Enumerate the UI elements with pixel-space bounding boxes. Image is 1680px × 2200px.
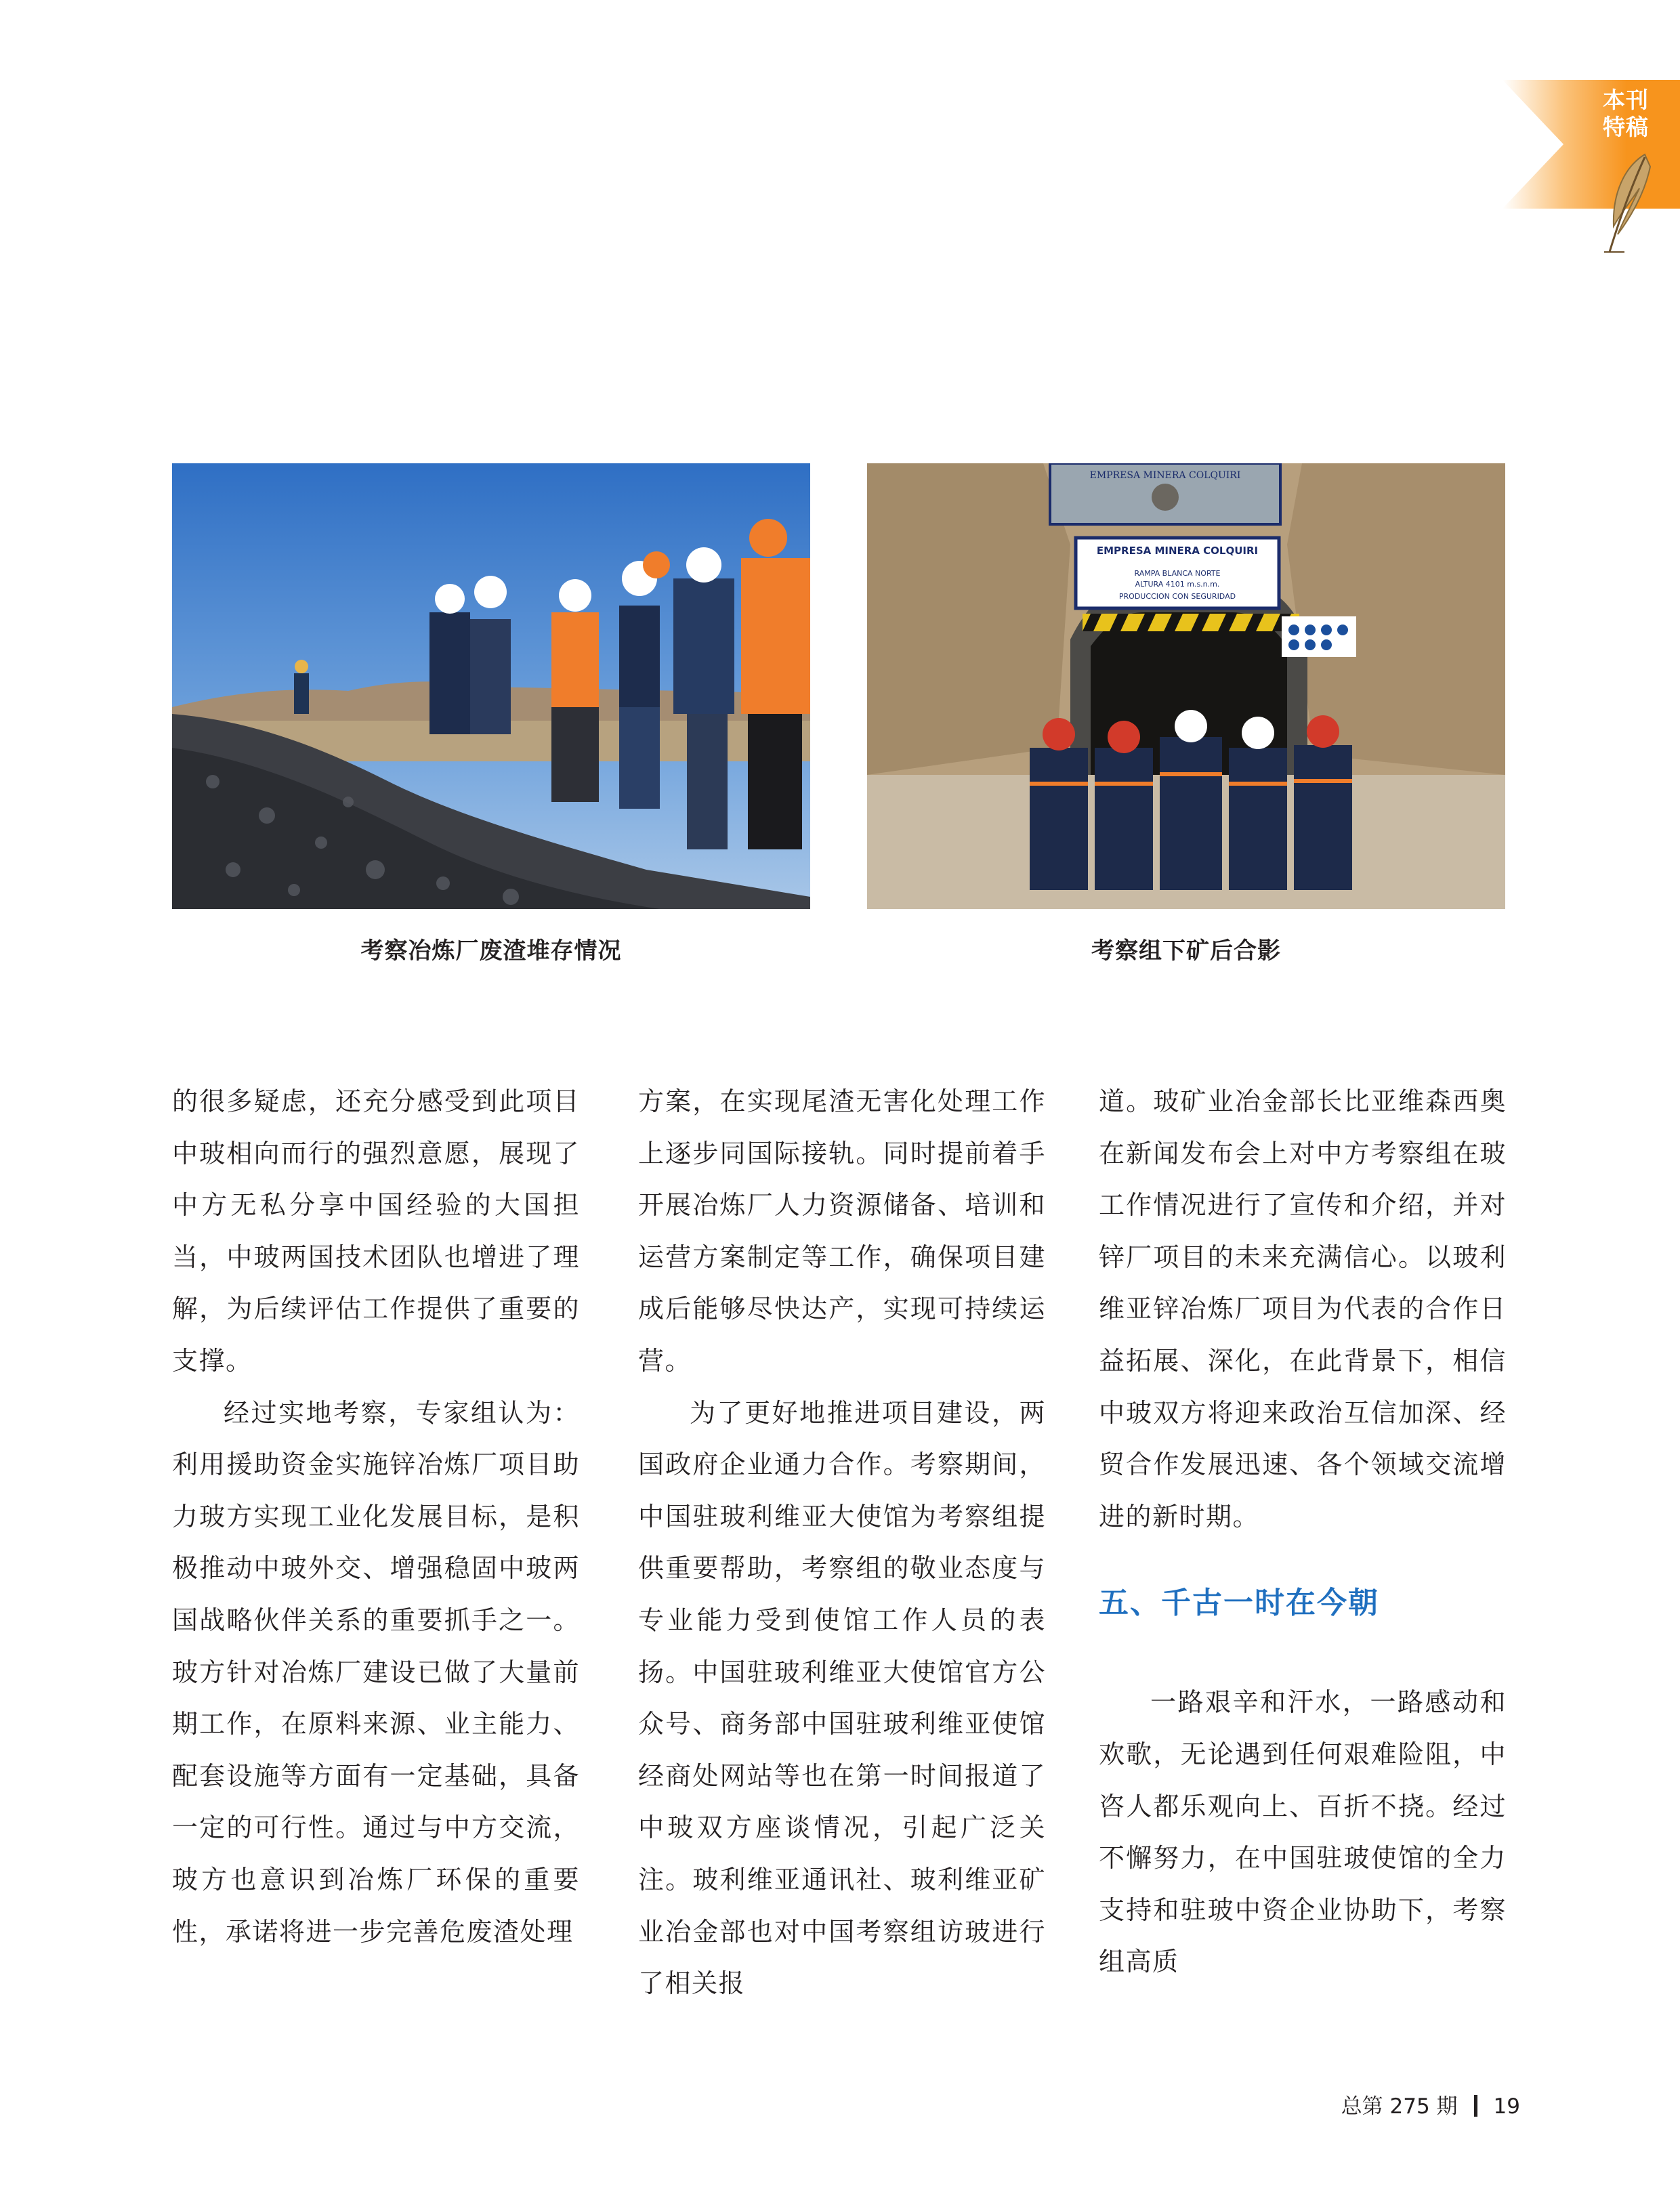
- paragraph: 方案，在实现尾渣无害化处理工作上逐步同国际接轨。同时提前着手开展冶炼厂人力资源储备、培训和运营方案制定等工作，确保项目建成后能够尽快达产，实现可持续运营。: [638, 1086, 1046, 1376]
- section-tag-line2: 特稿: [1603, 114, 1649, 140]
- article-column-1: [172, 1076, 580, 1958]
- photo-mine-group: [867, 463, 1505, 909]
- mine-sign-line1: RAMPA BLANCA NORTE: [1134, 569, 1221, 578]
- mine-sign-main: EMPRESA MINERA COLQUIRI: [1096, 545, 1259, 557]
- photo-caption-slag: 考察冶炼厂废渣堆存情况: [360, 937, 622, 965]
- paragraph: 经过实地考察，专家组认为：利用援助资金实施锌冶炼厂项目助力玻方实现工业化发展目标，是积极推动中玻外交、增强稳固中玻两国战略伙伴关系的重要抓手之一。玻方针对冶炼厂建设已做了大量前期工作，在原料来源、业主能力、配套设施等方面有一定基础，具备一定的可行性。通过与中方交流，玻方也意识到冶炼厂环保的重要性，承诺将进一步完善危废渣处理: [172, 1397, 580, 1947]
- photo-caption-mine: 考察组下矿后合影: [1091, 937, 1281, 965]
- section-tag-line1: 本刊: [1603, 87, 1649, 113]
- section-tag-label: [1585, 87, 1666, 141]
- section-heading: 五、千古一时在今朝: [1099, 1586, 1379, 1621]
- mine-sign-line3: PRODUCCION CON SEGURIDAD: [1118, 592, 1236, 601]
- page-footer: [1341, 2089, 1520, 2119]
- page-number: 19: [1493, 2094, 1520, 2119]
- footer-divider: [1474, 2095, 1477, 2117]
- photo-slag-inspection: [172, 463, 810, 909]
- paragraph: 一路艰辛和汗水，一路感动和欢歌，无论遇到任何艰难险阻，中咨人都乐观向上、百折不挠。经过不懈努力，在中国驻玻使馆的全力支持和驻玻中资企业协助下，考察组高质: [1099, 1687, 1507, 1977]
- article-column-2: [638, 1076, 1046, 2010]
- issue-number: 总第 275 期: [1341, 2094, 1458, 2119]
- article-column-3: [1099, 1076, 1507, 1988]
- mine-sign-line2: ALTURA 4101 m.s.n.m.: [1135, 580, 1220, 589]
- slag-inspection-image: [172, 463, 810, 909]
- feather-icon: [1597, 153, 1658, 255]
- section-tag: [1503, 80, 1680, 209]
- paragraph: 道。玻矿业冶金部长比亚维森西奥在新闻发布会上对中方考察组在玻工作情况进行了宣传和介绍，并对锌厂项目的未来充满信心。以玻利维亚锌冶炼厂项目为代表的合作日益拓展、深化，在此背景下，相信中玻双方将迎来政治互信加深、经贸合作发展迅速、各个领域交流增进的新时期。: [1099, 1086, 1507, 1531]
- mine-group-image: [867, 463, 1505, 909]
- paragraph: 的很多疑虑，还充分感受到此项目中玻相向而行的强烈意愿，展现了中方无私分享中国经验的大国担当，中玻两国技术团队也增进了理解，为后续评估工作提供了重要的支撑。: [172, 1086, 580, 1376]
- paragraph: 为了更好地推进项目建设，两国政府企业通力合作。考察期间，中国驻玻利维亚大使馆为考察组提供重要帮助，考察组的敬业态度与专业能力受到使馆工作人员的表扬。中国驻玻利维亚大使馆官方公众号、商务部中国驻玻利维亚使馆经商处网站等也在第一时间报道了中玻双方座谈情况，引起广泛关注。玻利维亚通讯社、玻利维亚矿业冶金部也对中国考察组访玻进行了相关报: [638, 1397, 1046, 1999]
- mine-sign-top: EMPRESA MINERA COLQUIRI: [1089, 470, 1241, 481]
